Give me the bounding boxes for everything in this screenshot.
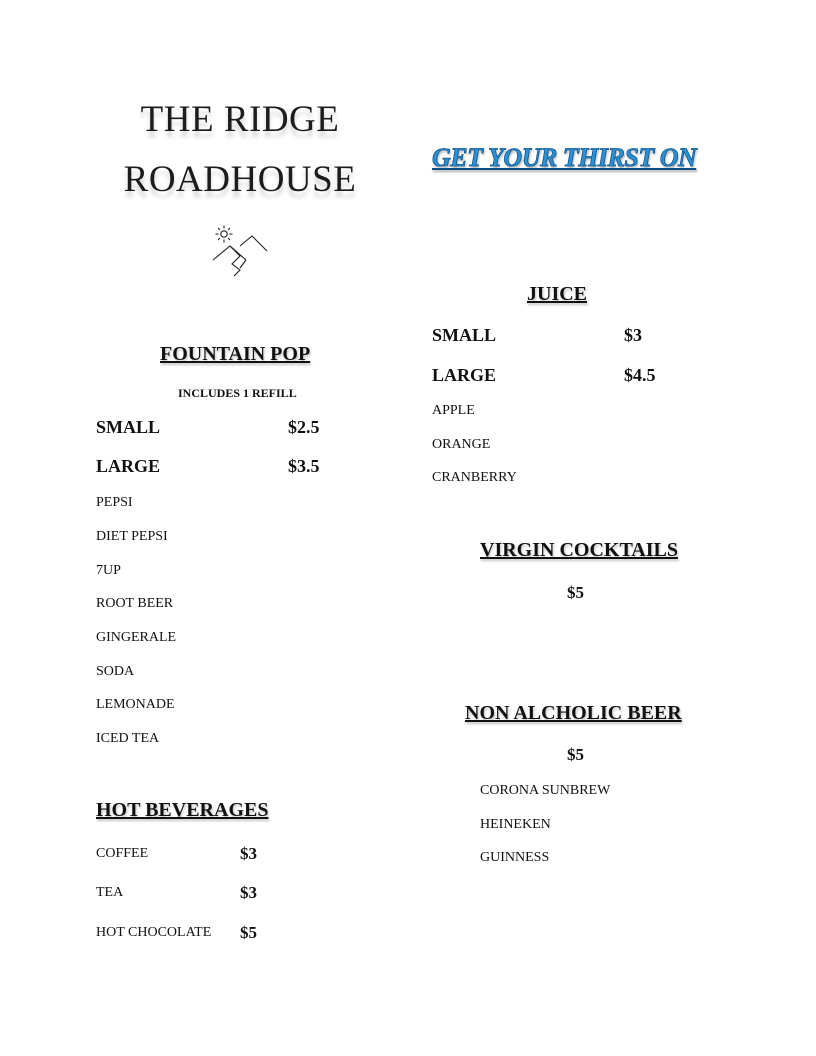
fountain-size-small: SMALL <box>96 417 161 437</box>
beer-item: HEINEKEN <box>480 817 551 832</box>
fountain-item: PEPSI <box>96 495 133 510</box>
non-alcoholic-beer-price: $5 <box>567 745 584 764</box>
juice-price-small: $3 <box>624 325 642 345</box>
beer-item: GUINNESS <box>480 850 550 865</box>
hot-price: $3 <box>240 883 257 902</box>
sun-mountain-icon <box>210 222 270 278</box>
fountain-price-large: $3.5 <box>288 456 320 476</box>
hot-item: TEA <box>96 885 124 900</box>
refill-note: INCLUDES 1 REFILL <box>178 386 297 400</box>
title-line-2: ROADHOUSE <box>123 159 357 200</box>
juice-item: APPLE <box>432 403 475 418</box>
juice-size-large: LARGE <box>432 365 497 385</box>
juice-heading: JUICE <box>527 283 588 305</box>
tagline: GET YOUR THIRST ON <box>432 143 697 172</box>
hot-price: $3 <box>240 844 257 863</box>
hot-price: $5 <box>240 923 257 942</box>
hot-item: HOT CHOCOLATE <box>96 925 212 940</box>
fountain-item: ICED TEA <box>96 731 160 746</box>
fountain-item: SODA <box>96 664 135 679</box>
hot-beverages-heading: HOT BEVERAGES <box>96 799 269 821</box>
fountain-item: LEMONADE <box>96 697 175 712</box>
fountain-item: ROOT BEER <box>96 596 174 611</box>
hot-item: COFFEE <box>96 846 149 861</box>
fountain-item: DIET PEPSI <box>96 529 168 544</box>
juice-item: ORANGE <box>432 437 491 452</box>
fountain-price-small: $2.5 <box>288 417 320 437</box>
non-alcoholic-beer-heading: NON ALCHOLIC BEER <box>465 702 682 724</box>
title-line-1: THE RIDGE <box>140 99 340 140</box>
juice-item: CRANBERRY <box>432 470 517 485</box>
fountain-pop-heading: FOUNTAIN POP <box>160 343 311 365</box>
fountain-item: GINGERALE <box>96 630 177 645</box>
virgin-cocktails-heading: VIRGIN COCKTAILS <box>480 539 678 561</box>
beer-item: CORONA SUNBREW <box>480 783 611 798</box>
fountain-item: 7UP <box>96 563 121 578</box>
fountain-size-large: LARGE <box>96 456 161 476</box>
juice-price-large: $4.5 <box>624 365 656 385</box>
virgin-cocktails-price: $5 <box>567 583 584 602</box>
juice-size-small: SMALL <box>432 325 497 345</box>
